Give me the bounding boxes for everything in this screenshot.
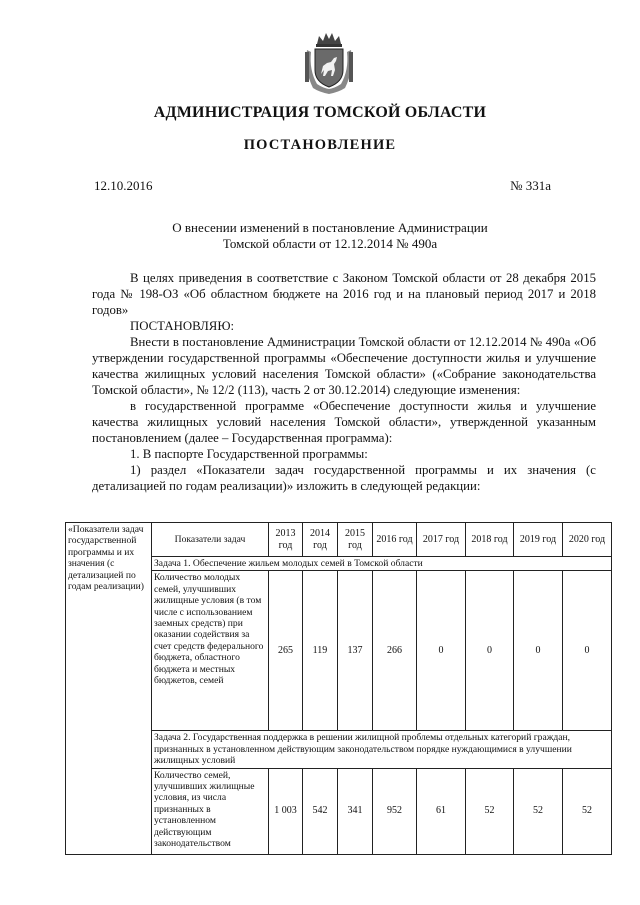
value-cell: 266 [373, 571, 417, 731]
subject-line: Томской области от 12.12.2014 № 490а [222, 236, 438, 251]
paragraph: 1. В паспорте Государственной программы: [130, 447, 368, 461]
value-cell: 119 [303, 571, 338, 731]
value-cell: 0 [417, 571, 466, 731]
value-cell: 52 [514, 768, 563, 854]
year-header: 2017 год [417, 523, 466, 557]
value-cell: 0 [563, 571, 612, 731]
paragraph: 1) раздел «Показатели задач государственной программы и их значения (с детализацией по годам реализации)» изложить в следующей редакции: [92, 463, 596, 493]
year-header: 2014 год [303, 523, 338, 557]
paragraph: В целях приведения в соответствие с Законом Томской области от 28 декабря 2015 года № 198-ОЗ «Об областном бюджете на 2016 год и на плановый период 2017 и 2018 годов» [92, 271, 596, 317]
year-header: 2020 год [563, 523, 612, 557]
subject-line: О внесении изменений в постановление Администрации [172, 220, 488, 235]
table-header-row [66, 523, 612, 557]
value-cell: 0 [514, 571, 563, 731]
document-body [92, 270, 596, 494]
paragraph-decree: ПОСТАНОВЛЯЮ: [130, 319, 235, 333]
value-cell: 137 [338, 571, 373, 731]
indicators-table [65, 522, 612, 855]
paragraph: в государственной программе «Обеспечение доступности жилья и улучшение качества жилищных условий населения Томской области», утвержденной указанным постановлением (далее – Государственная программа): [92, 399, 596, 445]
side-label-cell: «Показатели задач государственной программы и их значения (с детализацией по годам реализации) [66, 523, 152, 855]
year-header: 2018 год [466, 523, 514, 557]
value-cell: 52 [563, 768, 612, 854]
value-cell: 952 [373, 768, 417, 854]
value-cell: 341 [338, 768, 373, 854]
year-header: 2013 год [269, 523, 303, 557]
indicator-header: Показатели задач [152, 523, 269, 557]
document-number: № 331а [510, 178, 551, 193]
value-cell: 61 [417, 768, 466, 854]
indicator-label: Количество семей, улучшивших жилищные условия, из числа признанных в установленном действующим законодательством [152, 768, 269, 854]
value-cell: 1 003 [269, 768, 303, 854]
document-type: ПОСТАНОВЛЕНИЕ [243, 137, 397, 153]
indicator-label: Количество молодых семей, улучшивших жилищные условия (в том числе с использованием заемных средств) при оказании содействия за счет средств федерального бюджета, областного бюджета и местных бюджетов, семей [152, 571, 269, 731]
year-header: 2019 год [514, 523, 563, 557]
value-cell: 52 [466, 768, 514, 854]
year-header: 2015 год [338, 523, 373, 557]
organization-title: АДМИНИСТРАЦИЯ ТОМСКОЙ ОБЛАСТИ [153, 104, 487, 121]
task-1-title: Задача 1. Обеспечение жильем молодых семей в Томской области [152, 557, 612, 571]
tomsk-coat-of-arms-icon [303, 30, 355, 96]
year-header: 2016 год [373, 523, 417, 557]
document-date: 12.10.2016 [94, 178, 153, 193]
task-2-title: Задача 2. Государственная поддержка в решении жилищной проблемы отдельных категорий граждан, признанных в установленном действующим законодательством порядке нуждающимися в улучшении жилищных условий [152, 731, 612, 768]
document-subject [0, 220, 640, 252]
paragraph: Внести в постановление Администрации Томской области от 12.12.2014 № 490а «Об утверждении государственной программы «Обеспечение доступности жилья и улучшение качества жилищных условий населения Томской области» («Собрание законодательства Томской области», № 12/2 (113), часть 2 от 30.12.2014) следующие изменения: [92, 335, 596, 397]
value-cell: 265 [269, 571, 303, 731]
value-cell: 0 [466, 571, 514, 731]
value-cell: 542 [303, 768, 338, 854]
